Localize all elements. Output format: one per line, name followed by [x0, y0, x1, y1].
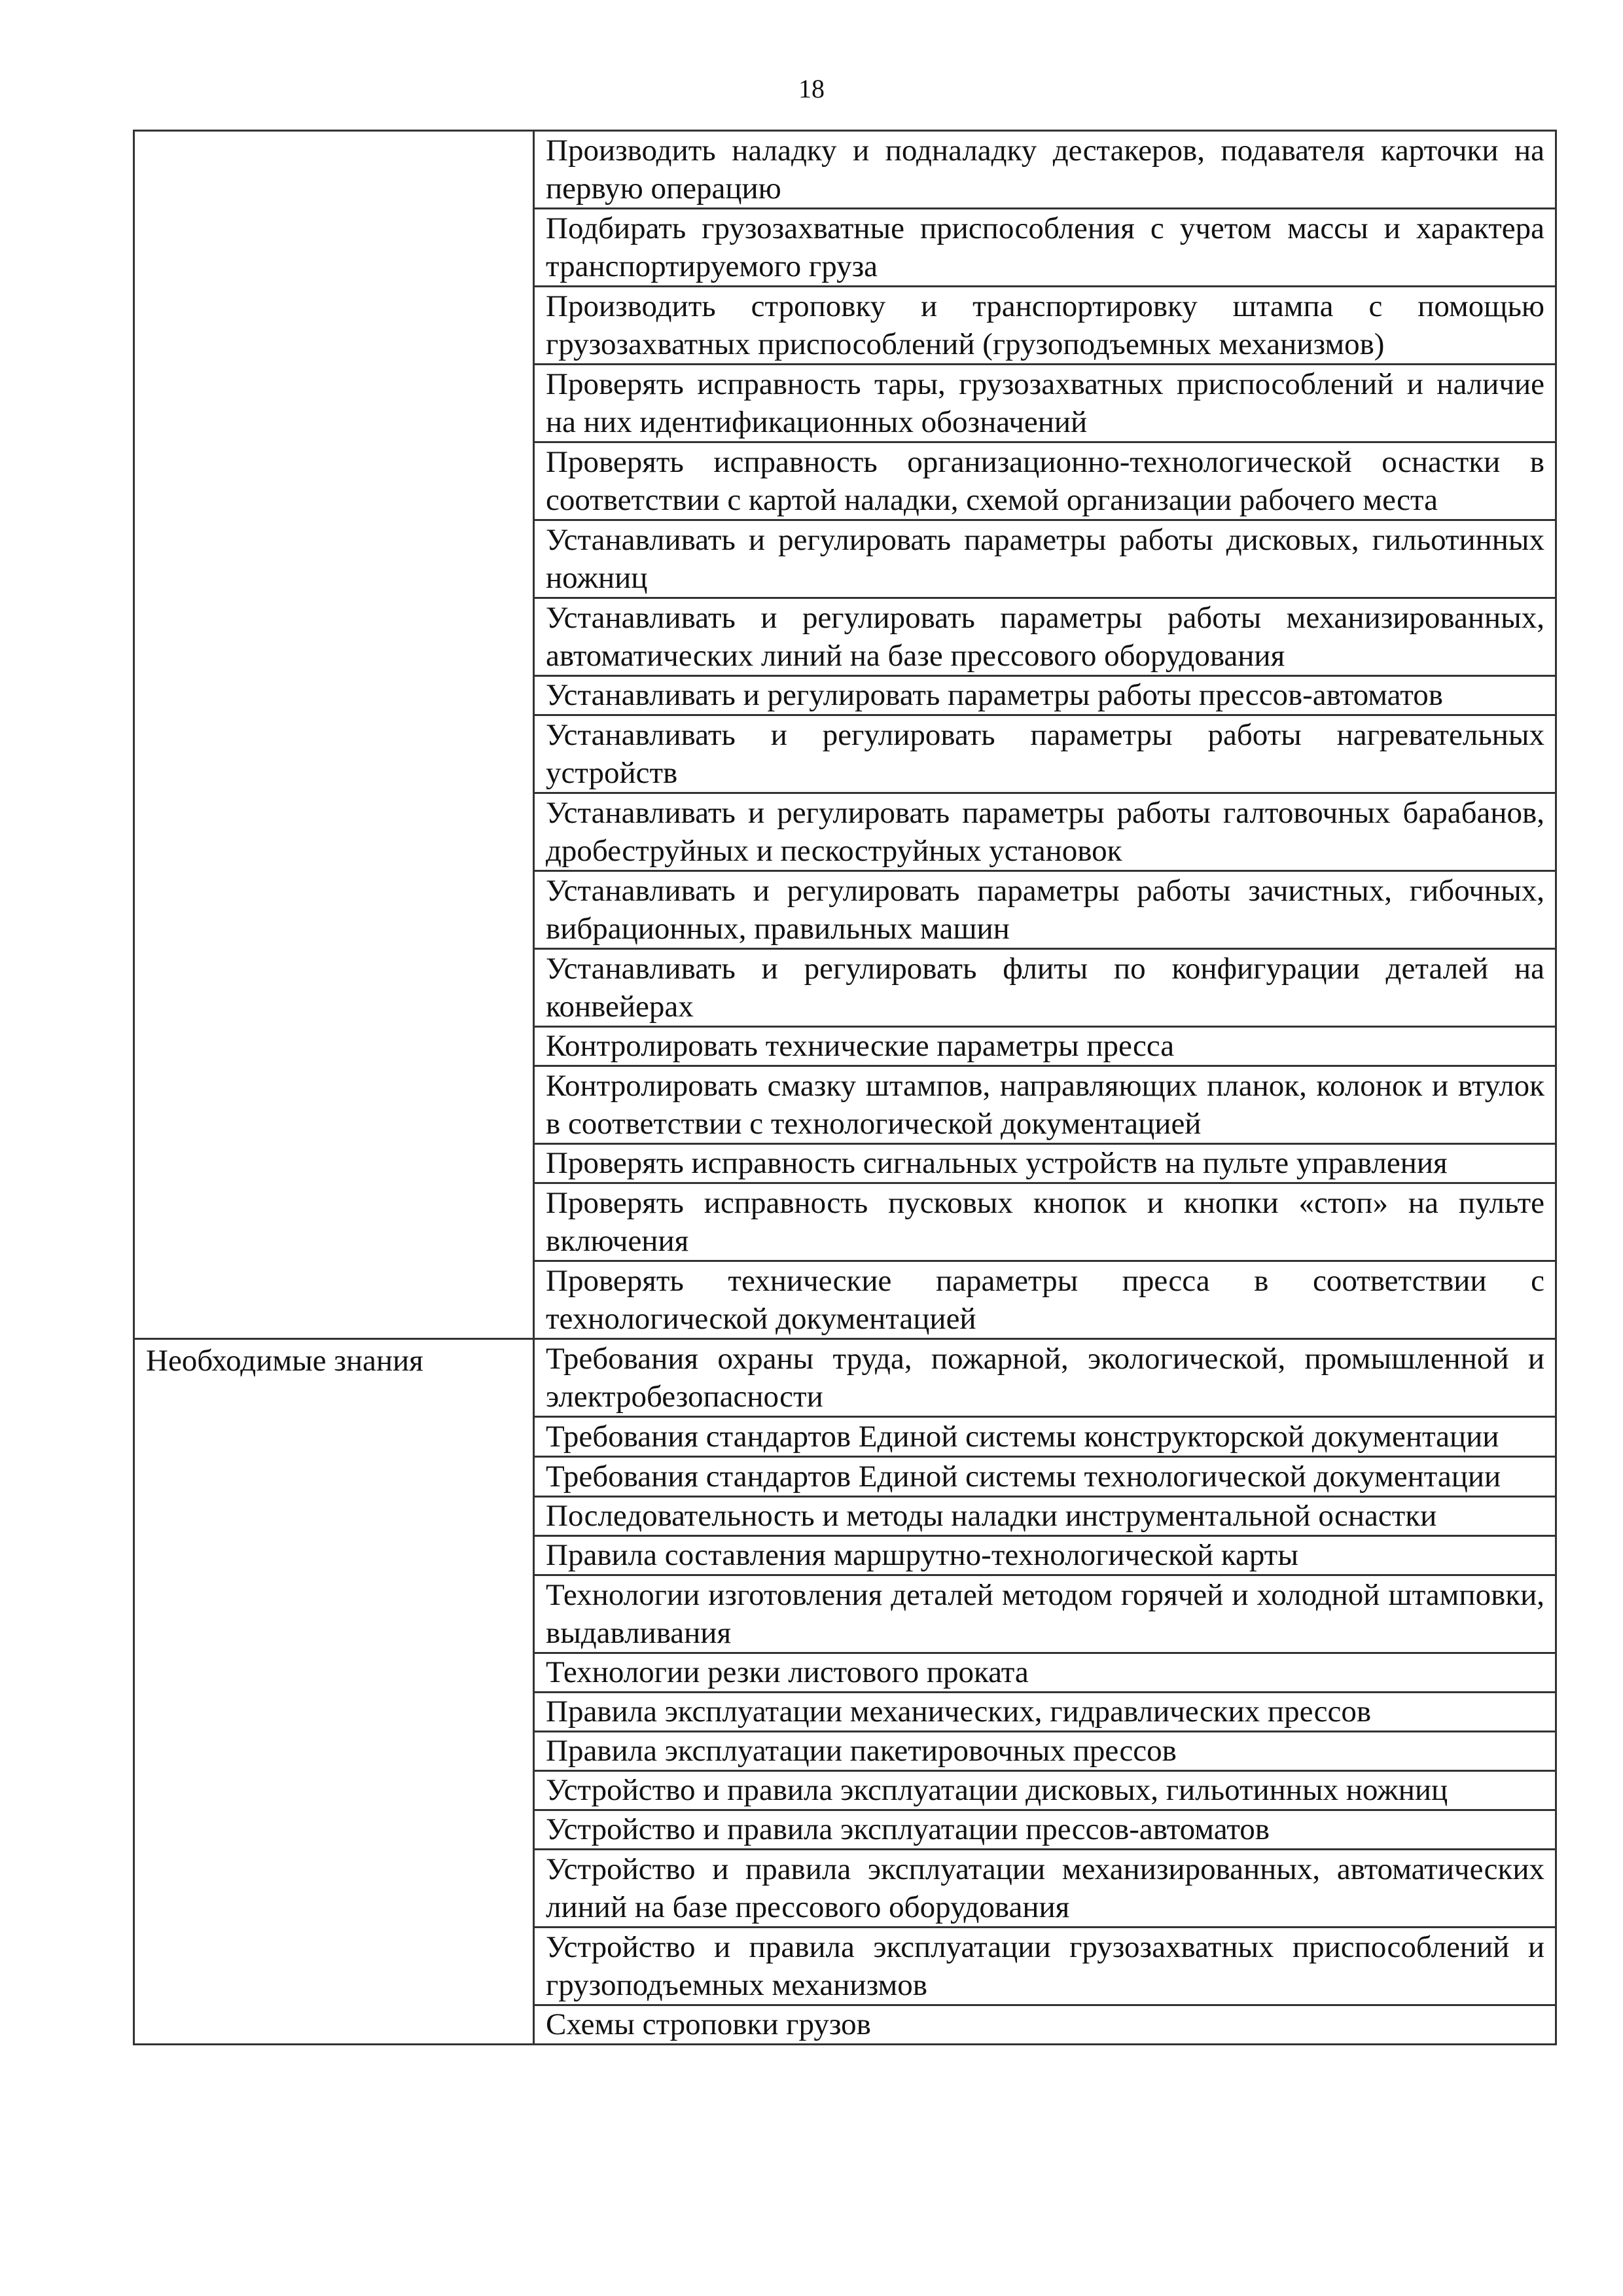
page-number: 18 — [798, 74, 825, 103]
knowledge-item: Устройство и правила эксплуатации дисковых, гильотинных ножниц — [534, 1771, 1556, 1810]
skill-item: Устанавливать и регулировать параметры работы нагревательных устройств — [534, 715, 1556, 793]
skills-section — [134, 131, 1556, 1339]
skills-label-cell — [134, 131, 534, 1339]
skill-item: Контролировать технические параметры пресса — [534, 1027, 1556, 1066]
knowledge-item: Требования стандартов Единой системы технологической документации — [534, 1457, 1556, 1497]
knowledge-item: Последовательность и методы наладки инструментальной оснастки — [534, 1497, 1556, 1536]
skill-item: Проверять исправность сигнальных устройств на пульте управления — [534, 1144, 1556, 1183]
skill-item: Проверять исправность организационно-технологической оснастки в соответствии с картой наладки, схемой организации рабочего места — [534, 442, 1556, 520]
skill-item: Устанавливать и регулировать параметры работы прессов-автоматов — [534, 676, 1556, 715]
knowledge-item: Технологии изготовления деталей методом горячей и холодной штамповки, выдавливания — [534, 1575, 1556, 1653]
knowledge-item: Технологии резки листового проката — [534, 1653, 1556, 1693]
knowledge-item: Требования стандартов Единой системы конструкторской документации — [534, 1417, 1556, 1457]
knowledge-section — [134, 1339, 1556, 2045]
knowledge-item: Устройство и правила эксплуатации прессов-автоматов — [534, 1810, 1556, 1850]
skill-item: Устанавливать и регулировать параметры работы галтовочных барабанов, дробеструйных и пескоструйных установок — [534, 793, 1556, 871]
knowledge-item: Правила эксплуатации механических, гидравлических прессов — [534, 1693, 1556, 1732]
knowledge-label-cell — [134, 1339, 534, 2045]
table-row — [134, 131, 1556, 209]
knowledge-item: Схемы строповки грузов — [534, 2005, 1556, 2045]
knowledge-label: Необходимые знания — [146, 1344, 423, 1378]
knowledge-item: Устройство и правила эксплуатации грузозахватных приспособлений и грузоподъемных механизмов — [534, 1928, 1556, 2005]
skill-item: Устанавливать и регулировать параметры работы зачистных, гибочных, вибрационных, правильных машин — [534, 871, 1556, 949]
skill-item: Производить наладку и подналадку дестакеров, подавателя карточки на первую операцию — [534, 131, 1556, 209]
skill-item: Проверять исправность тары, грузозахватных приспособлений и наличие на них идентификационных обозначений — [534, 365, 1556, 442]
skill-item: Подбирать грузозахватные приспособления с учетом массы и характера транспортируемого груза — [534, 209, 1556, 287]
knowledge-item: Правила составления маршрутно-технологической карты — [534, 1536, 1556, 1575]
table-row — [134, 1339, 1556, 1417]
requirements-table — [133, 130, 1557, 2045]
skill-item: Проверять исправность пусковых кнопок и кнопки «стоп» на пульте включения — [534, 1183, 1556, 1261]
skill-item: Проверять технические параметры пресса в соответствии с технологической документацией — [534, 1261, 1556, 1339]
knowledge-item: Устройство и правила эксплуатации механизированных, автоматических линий на базе прессового оборудования — [534, 1850, 1556, 1928]
skill-item: Устанавливать и регулировать параметры работы дисковых, гильотинных ножниц — [534, 520, 1556, 598]
knowledge-item: Правила эксплуатации пакетировочных прессов — [534, 1732, 1556, 1771]
knowledge-item: Требования охраны труда, пожарной, экологической, промышленной и электробезопасности — [534, 1339, 1556, 1417]
skill-item: Устанавливать и регулировать флиты по конфигурации деталей на конвейерах — [534, 949, 1556, 1027]
skill-item: Производить строповку и транспортировку штампа с помощью грузозахватных приспособлений (грузоподъемных механизмов) — [534, 287, 1556, 365]
skill-item: Устанавливать и регулировать параметры работы механизированных, автоматических линий на базе прессового оборудования — [534, 598, 1556, 676]
skill-item: Контролировать смазку штампов, направляющих планок, колонок и втулок в соответствии с технологической документацией — [534, 1066, 1556, 1144]
